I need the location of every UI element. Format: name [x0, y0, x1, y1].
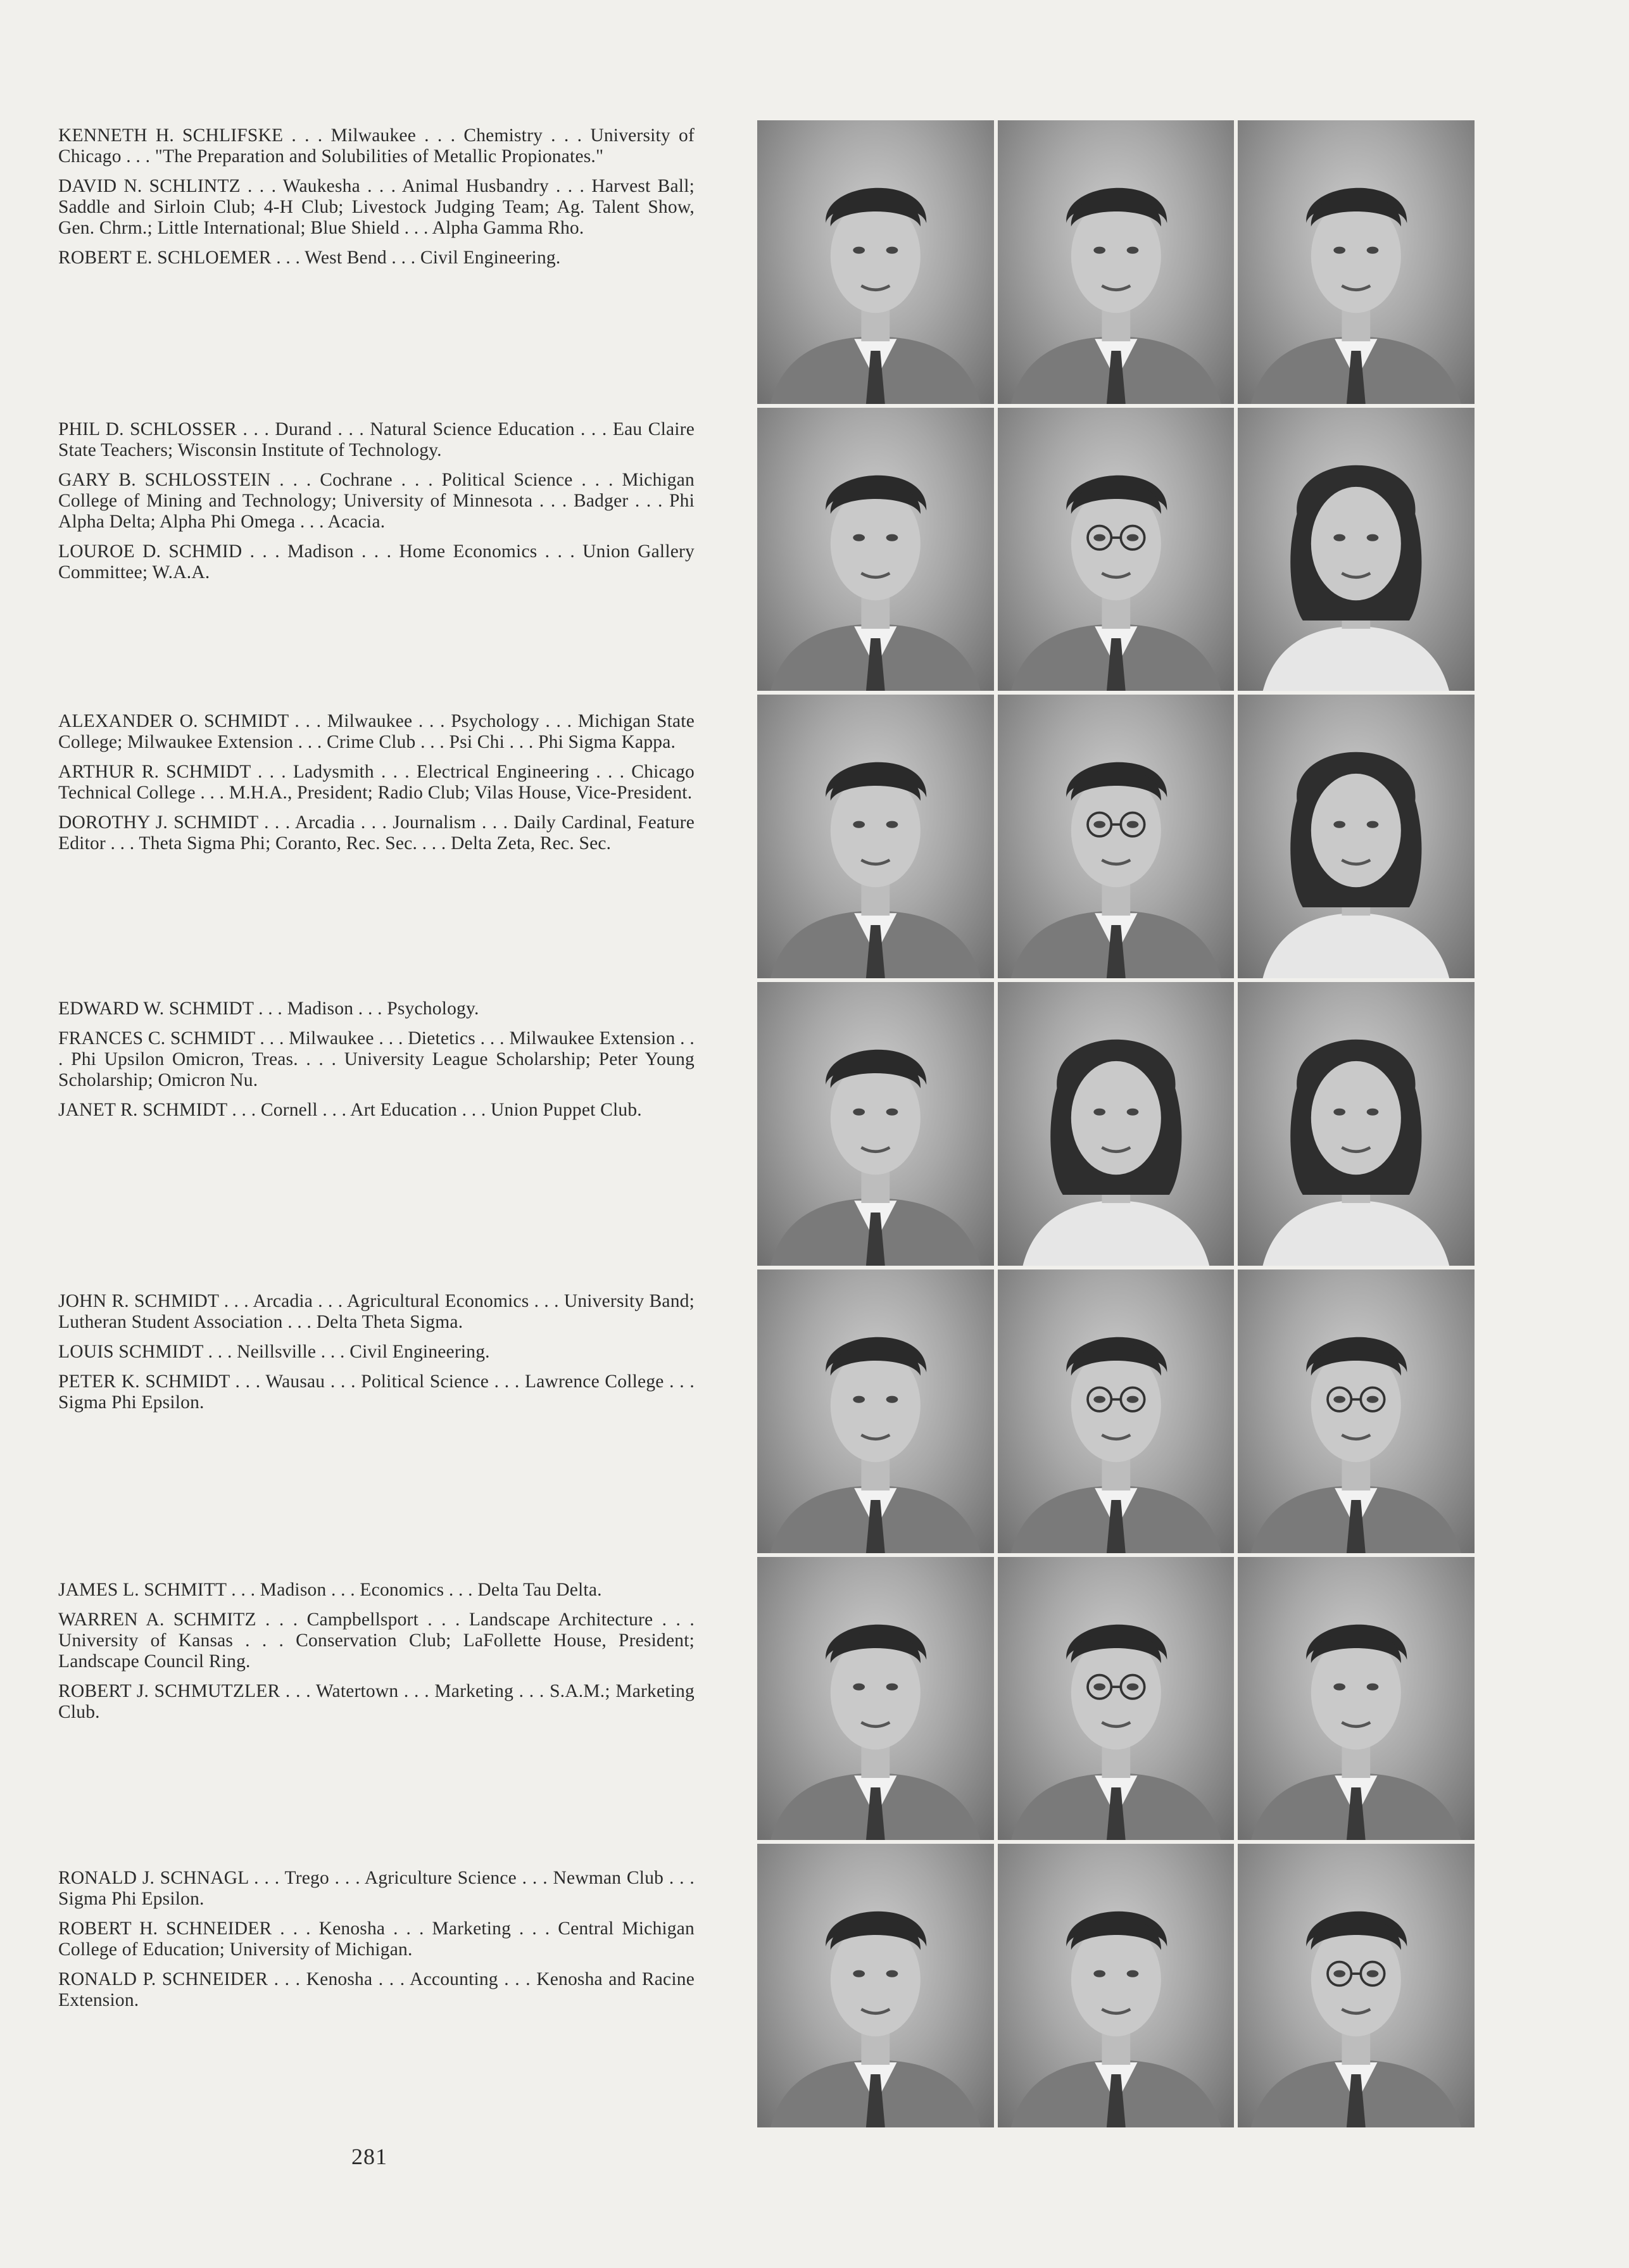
- portrait-figure: [998, 1269, 1235, 1553]
- portrait-figure: [1238, 408, 1475, 691]
- student-portrait: [1238, 1269, 1475, 1553]
- student-portrait: [757, 1844, 994, 2127]
- student-portrait: [757, 120, 994, 404]
- portrait-grid: [757, 120, 1475, 2127]
- student-portrait: [1238, 695, 1475, 978]
- portrait-figure: [1238, 1557, 1475, 1841]
- student-portrait: [757, 982, 994, 1266]
- portrait-figure: [998, 408, 1235, 691]
- student-entry: RONALD J. SCHNAGL . . . Trego . . . Agriculture Science . . . Newman Club . . . Sigma Phi Epsilon.: [58, 1868, 695, 1909]
- portrait-figure: [998, 982, 1235, 1266]
- student-entry: ALEXANDER O. SCHMIDT . . . Milwaukee . . . Psychology . . . Michigan State College; Milwaukee Extension . . . Crime Club . . . Psi Chi . . . Phi Sigma Kappa.: [58, 711, 695, 752]
- student-entry: PHIL D. SCHLOSSER . . . Durand . . . Natural Science Education . . . Eau Claire State Teachers; Wisconsin Institute of Technology.: [58, 419, 695, 460]
- student-portrait: [998, 1844, 1235, 2127]
- student-portrait: [998, 1269, 1235, 1553]
- entry-group-1: [58, 125, 695, 277]
- portrait-figure: [1238, 1269, 1475, 1553]
- student-entry: RONALD P. SCHNEIDER . . . Kenosha . . . Accounting . . . Kenosha and Racine Extension.: [58, 1969, 695, 2010]
- portrait-figure: [1238, 695, 1475, 978]
- student-portrait: [1238, 408, 1475, 691]
- student-entry: JANET R. SCHMIDT . . . Cornell . . . Art Education . . . Union Puppet Club.: [58, 1100, 642, 1120]
- student-portrait: [998, 408, 1235, 691]
- portrait-figure: [1238, 982, 1475, 1266]
- student-portrait: [757, 408, 994, 691]
- portrait-figure: [1238, 120, 1475, 404]
- student-entry: LOUIS SCHMIDT . . . Neillsville . . . Civil Engineering.: [58, 1342, 490, 1362]
- entry-group-7: [58, 1868, 695, 2020]
- student-entry: PETER K. SCHMIDT . . . Wausau . . . Political Science . . . Lawrence College . . . Sigma Phi Epsilon.: [58, 1371, 695, 1413]
- student-entry: FRANCES C. SCHMIDT . . . Milwaukee . . . Dietetics . . . Milwaukee Extension . . . Phi Upsilon Omicron, Treas. . . . University League Scholarship; Peter Young Scholarship; Omicron Nu.: [58, 1028, 695, 1090]
- portrait-figure: [757, 982, 994, 1266]
- entry-group-6: [58, 1580, 695, 1732]
- page-number: 281: [351, 2144, 387, 2169]
- student-entry: DAVID N. SCHLINTZ . . . Waukesha . . . Animal Husbandry . . . Harvest Ball; Saddle and Sirloin Club; 4-H Club; Livestock Judging Team; Ag. Talent Show, Gen. Chrm.; Little International; Blue Shield . . . Alpha Gamma Rho.: [58, 176, 695, 238]
- portrait-figure: [1238, 1844, 1475, 2127]
- student-portrait: [1238, 982, 1475, 1266]
- student-entry: ROBERT E. SCHLOEMER . . . West Bend . . . Civil Engineering.: [58, 248, 561, 268]
- student-entry: WARREN A. SCHMITZ . . . Campbellsport . . . Landscape Architecture . . . University of Kansas . . . Conservation Club; LaFollette House, President; Landscape Council Ring.: [58, 1610, 695, 1672]
- student-entry: JAMES L. SCHMITT . . . Madison . . . Economics . . . Delta Tau Delta.: [58, 1580, 602, 1600]
- portrait-figure: [757, 1844, 994, 2127]
- portrait-figure: [757, 120, 994, 404]
- student-portrait: [998, 120, 1235, 404]
- student-entry: LOUROE D. SCHMID . . . Madison . . . Home Economics . . . Union Gallery Committee; W.A.A.: [58, 541, 695, 583]
- portrait-figure: [998, 695, 1235, 978]
- student-portrait: [1238, 1557, 1475, 1841]
- portrait-figure: [757, 695, 994, 978]
- student-entry: ROBERT J. SCHMUTZLER . . . Watertown . . . Marketing . . . S.A.M.; Marketing Club.: [58, 1681, 695, 1722]
- portrait-figure: [757, 1269, 994, 1553]
- student-entry: GARY B. SCHLOSSTEIN . . . Cochrane . . . Political Science . . . Michigan College of Mining and Technology; University of Minnesota . . . Badger . . . Phi Alpha Delta; Alpha Phi Omega . . . Acacia.: [58, 470, 695, 532]
- student-entry: KENNETH H. SCHLIFSKE . . . Milwaukee . . . Chemistry . . . University of Chicago . . . "The Preparation and Solubilities of Metallic Propionates.": [58, 125, 695, 167]
- student-portrait: [998, 1557, 1235, 1841]
- student-entry: JOHN R. SCHMIDT . . . Arcadia . . . Agricultural Economics . . . University Band; Lutheran Student Association . . . Delta Theta Sigma.: [58, 1291, 695, 1332]
- portrait-figure: [998, 1557, 1235, 1841]
- student-entry: EDWARD W. SCHMIDT . . . Madison . . . Psychology.: [58, 999, 479, 1019]
- student-portrait: [757, 1557, 994, 1841]
- portrait-figure: [757, 1557, 994, 1841]
- student-portrait: [998, 982, 1235, 1266]
- student-portrait: [998, 695, 1235, 978]
- student-entry: DOROTHY J. SCHMIDT . . . Arcadia . . . Journalism . . . Daily Cardinal, Feature Editor . . . Theta Sigma Phi; Coranto, Rec. Sec. . . . Delta Zeta, Rec. Sec.: [58, 812, 695, 854]
- entry-group-2: [58, 419, 695, 592]
- entry-group-4: [58, 999, 695, 1130]
- entry-group-5: [58, 1291, 695, 1422]
- student-entry: ARTHUR R. SCHMIDT . . . Ladysmith . . . Electrical Engineering . . . Chicago Technical College . . . M.H.A., President; Radio Club; Vilas House, Vice-President.: [58, 762, 695, 803]
- portrait-figure: [998, 120, 1235, 404]
- student-portrait: [757, 1269, 994, 1553]
- student-portrait: [757, 695, 994, 978]
- student-portrait: [1238, 120, 1475, 404]
- portrait-figure: [757, 408, 994, 691]
- entry-group-3: [58, 711, 695, 863]
- portrait-figure: [998, 1844, 1235, 2127]
- student-portrait: [1238, 1844, 1475, 2127]
- student-entry: ROBERT H. SCHNEIDER . . . Kenosha . . . Marketing . . . Central Michigan College of Education; University of Michigan.: [58, 1918, 695, 1960]
